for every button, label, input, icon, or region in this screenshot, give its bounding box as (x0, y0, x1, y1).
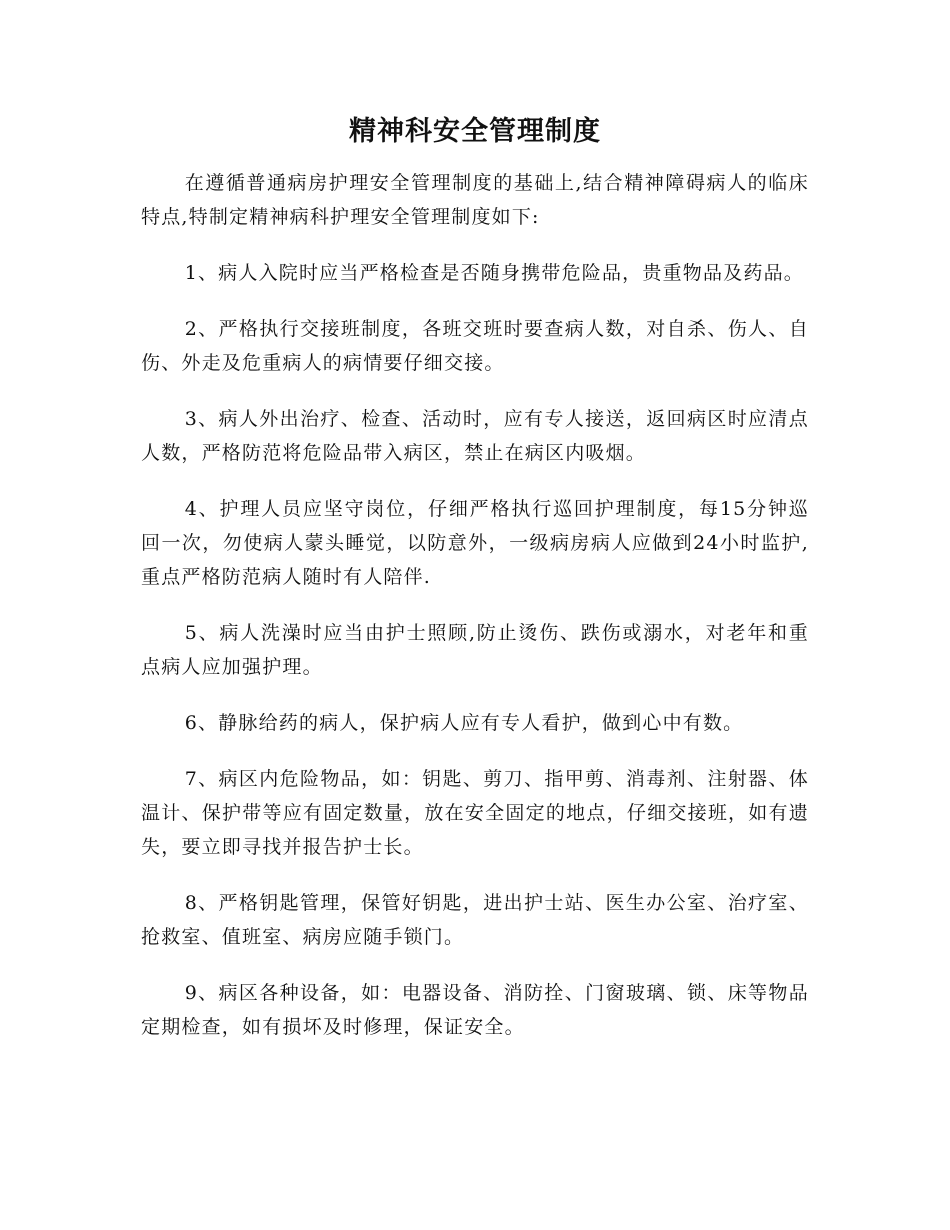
rule-item-8: 8、严格钥匙管理，保管好钥匙，进出护士站、医生办公室、治疗室、抢救室、值班室、病房应随手锁门。 (141, 892, 809, 948)
rule-item-4: 4、护理人员应坚守岗位，仔细严格执行巡回护理制度，每15分钟巡回一次，勿使病人蒙头睡觉，以防意外，一级病房病人应做到24小时监护,重点严格防范病人随时有人陪伴. (141, 498, 809, 588)
rule-item-2: 2、严格执行交接班制度，各班交班时要查病人数，对自杀、伤人、自伤、外走及危重病人的病情要仔细交接。 (141, 318, 809, 374)
intro-paragraph: 在遵循普通病房护理安全管理制度的基础上,结合精神障碍病人的临床特点,特制定精神病科护理安全管理制度如下: (141, 172, 809, 228)
rule-item-7: 7、病区内危险物品，如：钥匙、剪刀、指甲剪、消毒剂、注射器、体温计、保护带等应有固定数量，放在安全固定的地点，仔细交接班，如有遗失，要立即寻找并报告护士长。 (141, 768, 809, 858)
rule-item-1: 1、病人入院时应当严格检查是否随身携带危险品，贵重物品及药品。 (184, 262, 804, 284)
document-page (141, 108, 809, 1044)
rule-item-5: 5、病人洗澡时应当由护士照顾,防止烫伤、跌伤或溺水，对老年和重点病人应加强护理。 (141, 622, 809, 678)
rule-item-3: 3、病人外出治疗、检查、活动时，应有专人接送，返回病区时应清点人数，严格防范将危险品带入病区，禁止在病区内吸烟。 (141, 408, 809, 464)
rule-item-6: 6、静脉给药的病人，保护病人应有专人看护，做到心中有数。 (184, 712, 744, 734)
document-title: 精神科安全管理制度 (349, 116, 601, 147)
rule-item-9: 9、病区各种设备，如：电器设备、消防拴、门窗玻璃、锁、床等物品定期检查，如有损坏及时修理，保证安全。 (141, 982, 809, 1038)
